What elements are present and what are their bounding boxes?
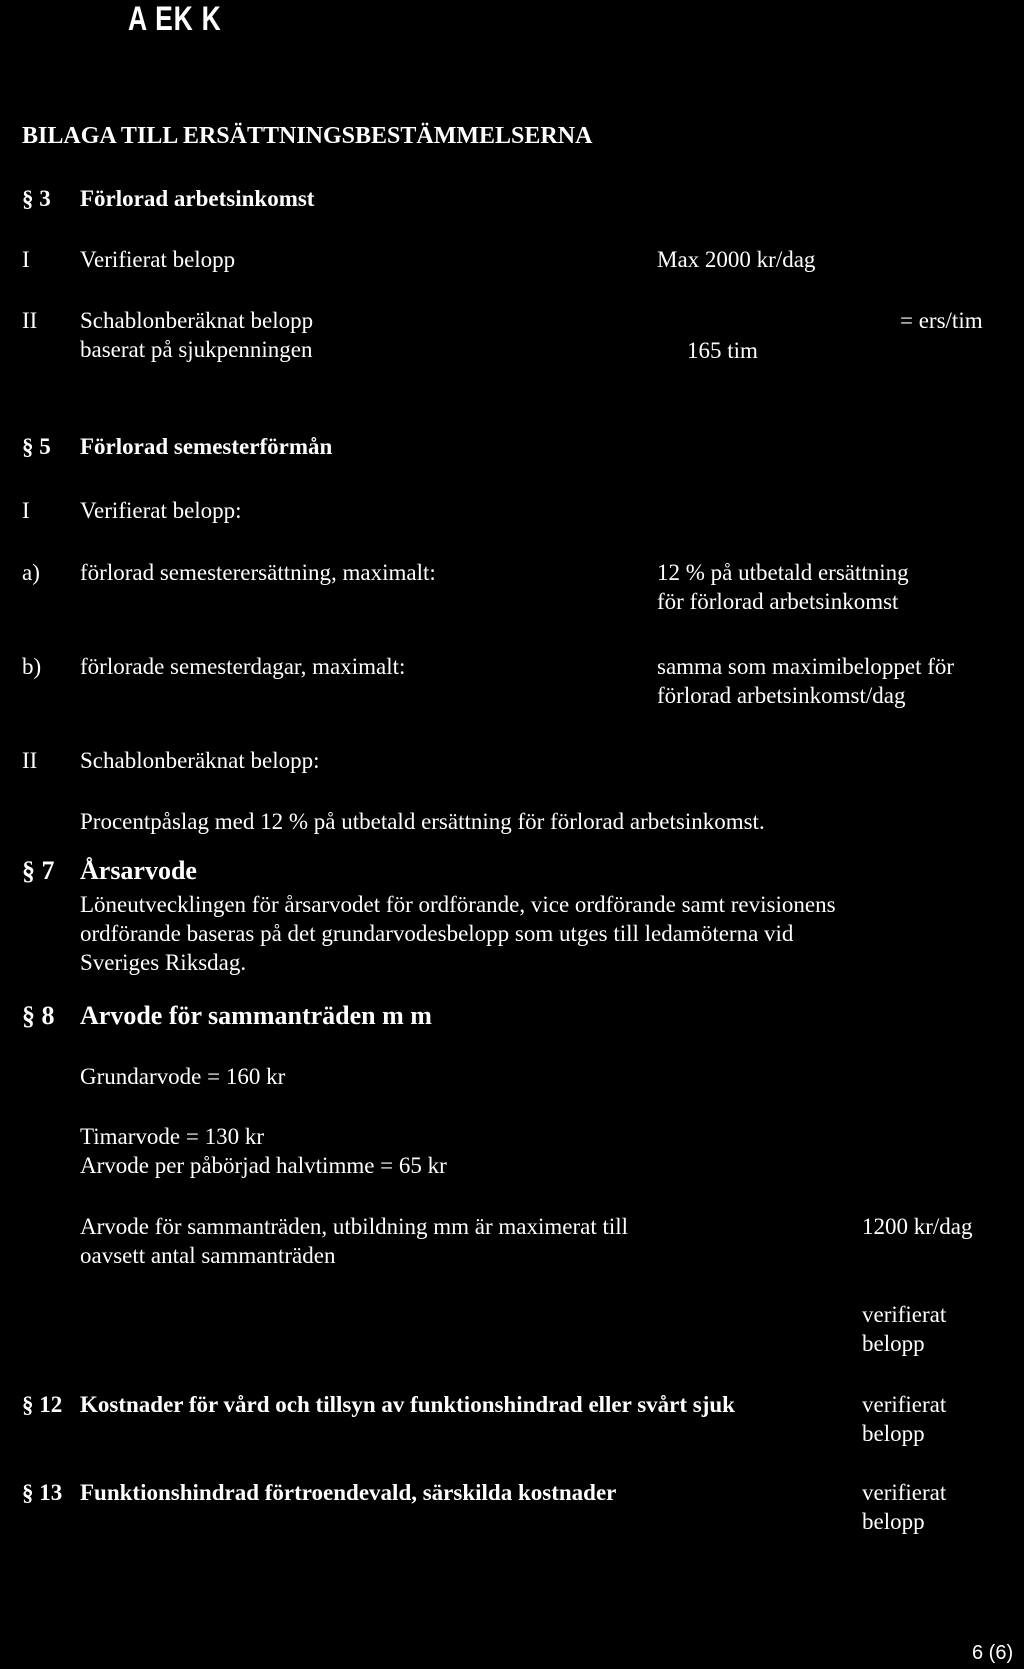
verified-value-continued: belopp (862, 1509, 925, 1534)
row-number: I (22, 247, 30, 272)
verified-value: verifierat (862, 1392, 947, 1417)
body-text: oavsett antal sammanträden (80, 1243, 336, 1268)
row-label: Verifierat belopp: (80, 498, 242, 523)
section-number: § 12 (22, 1392, 63, 1417)
section-heading: Funktionshindrad förtroendevald, särskilda kostnader (80, 1480, 617, 1505)
section-number: § 5 (22, 434, 51, 459)
section-heading: Årsarvode (80, 856, 197, 885)
body-text: Sveriges Riksdag. (80, 950, 247, 975)
row-label: förlorade semesterdagar, maximalt: (80, 654, 406, 679)
row-label: Schablonberäknat belopp: (80, 748, 320, 773)
section-heading: Förlorad arbetsinkomst (80, 186, 315, 211)
body-text: Grundarvode = 160 kr (80, 1064, 286, 1089)
row-label-continued: baserat på sjukpenningen (80, 337, 313, 362)
body-text: Löneutvecklingen för årsarvodet för ordförande, vice ordförande samt revisionens (80, 892, 836, 917)
hours-value: 165 tim (687, 338, 758, 363)
body-text: Arvode för sammanträden, utbildning mm är maximerat till (80, 1214, 629, 1239)
row-value: samma som maximibeloppet för (657, 654, 955, 679)
row-label: förlorad semesterersättning, maximalt: (80, 560, 436, 585)
section-heading: Arvode för sammanträden m m (80, 1001, 432, 1030)
section-heading: Kostnader för vård och tillsyn av funktionshindrad eller svårt sjuk (80, 1392, 735, 1417)
row-number: II (22, 748, 38, 773)
row-value: Max 2000 kr/dag (657, 247, 816, 272)
logo-text: A EK K (128, 0, 222, 38)
document-title: BILAGA TILL ERSÄTTNINGSBESTÄMMELSERNA (22, 123, 593, 149)
row-label: Verifierat belopp (80, 247, 236, 272)
section-number: § 7 (22, 856, 55, 885)
row-label: Schablonberäknat belopp (80, 308, 314, 333)
row-number: I (22, 498, 30, 523)
verified-value-continued: belopp (862, 1331, 925, 1356)
row-value-continued: förlorad arbetsinkomst/dag (657, 683, 906, 708)
section-number: § 8 (22, 1001, 55, 1030)
verified-value: verifierat (862, 1302, 947, 1327)
body-text: Timarvode = 130 kr (80, 1124, 264, 1149)
body-text: Procentpåslag med 12 % på utbetald ersättning för förlorad arbetsinkomst. (80, 809, 765, 834)
body-text: Arvode per påbörjad halvtimme = 65 kr (80, 1153, 447, 1178)
max-value: 1200 kr/dag (862, 1214, 973, 1239)
verified-value: verifierat (862, 1480, 947, 1505)
page-number: 6 (6) (972, 1642, 1014, 1664)
row-number: a) (22, 560, 40, 585)
section-heading: Förlorad semesterförmån (80, 434, 333, 459)
section-number: § 3 (22, 186, 51, 211)
result-value: = ers/tim (900, 308, 983, 333)
row-number: b) (22, 654, 42, 679)
section-number: § 13 (22, 1480, 63, 1505)
row-value-continued: för förlorad arbetsinkomst (657, 589, 899, 614)
row-value: 12 % på utbetald ersättning (657, 560, 909, 585)
row-number: II (22, 308, 38, 333)
body-text: ordförande baseras på det grundarvodesbelopp som utges till ledamöterna vid (80, 921, 794, 946)
verified-value-continued: belopp (862, 1421, 925, 1446)
